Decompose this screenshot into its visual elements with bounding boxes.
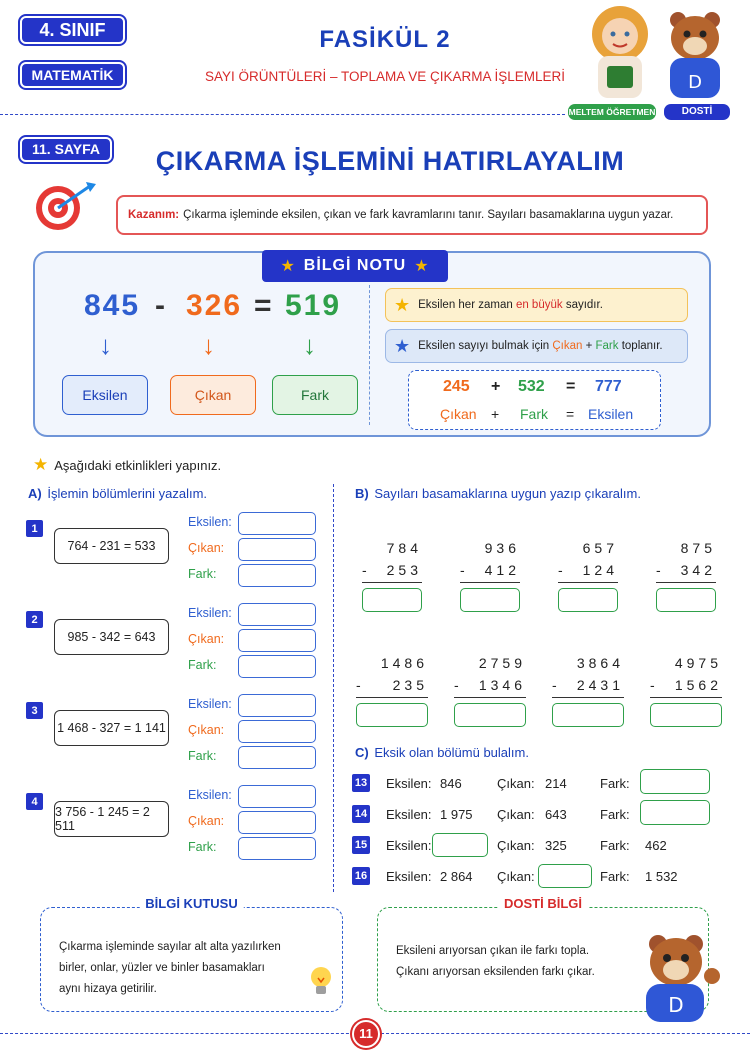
dosti-mascot-illustration — [632, 932, 724, 1024]
label-fark: Fark: — [600, 869, 630, 884]
fascicle-title: FASİKÜL 2 — [319, 26, 451, 53]
kazanim-box — [116, 195, 708, 235]
minuend: 875 — [680, 540, 716, 556]
eq-label-cikan: Çıkan — [440, 406, 477, 422]
page-number: 11 — [352, 1020, 380, 1048]
label-eksilen: Eksilen — [62, 375, 148, 415]
label-fark: Fark: — [600, 807, 630, 822]
note-1-text: Eksilen her zaman en büyük sayıdır. — [418, 299, 603, 311]
label-eksilen: Eksilen: — [188, 697, 232, 711]
arrow-down-icon: ↓ — [202, 330, 215, 360]
label-eksilen: Eksilen: — [386, 776, 432, 791]
section-b-title: B) Sayıları basamaklarına uygun yazıp çıkaralım. — [355, 486, 641, 501]
kazanim-text: Çıkarma işleminde eksilen, çıkan ve fark kavramlarını tanır. Sayıları basamaklarına uygun yazar. — [183, 209, 674, 221]
underline — [650, 697, 722, 698]
bilgi-kutusu-line2: birler, onlar, yüzler ve binler basamakları — [59, 962, 265, 974]
minuend: 784 — [386, 540, 422, 556]
label-fark: Fark — [272, 375, 358, 415]
eq-eksilen: 777 — [595, 378, 622, 395]
result-input[interactable] — [650, 703, 722, 727]
minus-sign: - — [362, 562, 367, 578]
eq-label-eksilen: Eksilen — [588, 406, 634, 422]
item-number: 13 — [352, 774, 370, 792]
label-cikan: Çıkan: — [497, 838, 535, 853]
cikan-input[interactable] — [538, 864, 592, 888]
cikan-value: 325 — [545, 838, 567, 853]
operation-box: 3 756 - 1 245 = 2 511 — [54, 801, 169, 837]
eksilen-value: 2 864 — [440, 869, 473, 884]
operation-box: 985 - 342 = 643 — [54, 619, 169, 655]
bilgi-kutusu-line3: aynı hizaya getirilir. — [59, 983, 157, 995]
eksilen-input[interactable] — [432, 833, 488, 857]
minus-sign: - — [650, 677, 655, 693]
item-number: 3 — [26, 702, 43, 719]
bilgi-kutusu-title: BİLGİ KUTUSU — [139, 896, 243, 911]
underline — [362, 582, 422, 583]
dosti-bilgi-line2: Çıkanı arıyorsan eksilenden farkı çıkar. — [396, 966, 595, 978]
eq-label-plus: + — [491, 406, 500, 422]
page-heading: ÇIKARMA İŞLEMİNİ HATIRLAYALIM — [155, 146, 625, 176]
example-eksilen: 845 — [84, 289, 141, 322]
page-label: 11. SAYFA — [20, 137, 112, 162]
section-a-title: A) İşlemin bölümlerini yazalım. — [28, 486, 208, 501]
result-input[interactable] — [460, 588, 520, 612]
subtrahend: 2431 — [576, 677, 624, 693]
bilgi-kutusu-line1: Çıkarma işleminde sayılar alt alta yazılırken — [59, 941, 281, 953]
dosti-bilgi-line1: Eksileni arıyorsan çıkan ile farkı topla. — [396, 945, 590, 957]
label-cikan: Çıkan — [170, 375, 256, 415]
result-input[interactable] — [454, 703, 526, 727]
example-cikan: 326 — [186, 289, 243, 322]
eq-label-equals: = — [566, 406, 575, 422]
label-cikan: Çıkan: — [497, 776, 535, 791]
item-number: 2 — [26, 611, 43, 628]
answer-fark-input[interactable] — [238, 746, 316, 769]
teacher-name-badge: MELTEM ÖĞRETMEN — [568, 104, 656, 120]
lightbulb-icon — [307, 964, 335, 1003]
item-number: 1 — [26, 520, 43, 537]
instructions — [33, 455, 221, 475]
answer-fark-input[interactable] — [238, 837, 316, 860]
info-note-title: BİLGİ NOTU — [303, 257, 407, 274]
result-input[interactable] — [356, 703, 428, 727]
teacher-illustration — [580, 4, 660, 100]
label-eksilen: Eksilen: — [188, 788, 232, 802]
underline — [460, 582, 520, 583]
star-icon: ★ — [394, 294, 411, 315]
minuend: 2759 — [478, 655, 526, 671]
minuend: 1486 — [380, 655, 428, 671]
minus-sign: - — [656, 562, 661, 578]
label-eksilen: Eksilen: — [386, 869, 432, 884]
label-fark: Fark: — [188, 567, 217, 581]
eq-label-fark: Fark — [520, 406, 548, 422]
label-fark: Fark: — [188, 658, 217, 672]
arrow-down-icon: ↓ — [99, 330, 112, 360]
cikan-value: 214 — [545, 776, 567, 791]
subject-label: MATEMATİK — [20, 62, 125, 88]
star-icon: ★ — [394, 335, 411, 356]
answer-cikan-input[interactable] — [238, 629, 316, 652]
subtrahend: 1346 — [478, 677, 526, 693]
label-cikan: Çıkan: — [497, 869, 535, 884]
instructions-text: Aşağıdaki etkinlikleri yapınız. — [54, 457, 222, 473]
star-icon: ★ — [280, 258, 296, 275]
dosti-bilgi-title: DOSTİ BİLGİ — [498, 896, 588, 911]
label-cikan: Çıkan: — [188, 632, 225, 646]
minus-sign: - — [460, 562, 465, 578]
answer-fark-input[interactable] — [238, 564, 316, 587]
item-number: 15 — [352, 836, 370, 854]
answer-cikan-input[interactable] — [238, 811, 316, 834]
header-divider — [0, 114, 565, 115]
underline — [552, 697, 624, 698]
result-input[interactable] — [552, 703, 624, 727]
item-number: 16 — [352, 867, 370, 885]
example-minus: - — [155, 289, 167, 322]
operation-box: 764 - 231 = 533 — [54, 528, 169, 564]
fark-value: 462 — [645, 838, 667, 853]
bilgi-kutusu-box — [40, 896, 343, 1012]
fark-input[interactable] — [640, 800, 710, 825]
label-cikan: Çıkan: — [497, 807, 535, 822]
subtrahend: 1562 — [674, 677, 722, 693]
info-panel-divider — [369, 285, 370, 425]
svg-text:D: D — [668, 993, 684, 1017]
minuend: 4975 — [674, 655, 722, 671]
answer-eksilen-input[interactable] — [238, 603, 316, 626]
eq-plus: + — [491, 378, 501, 395]
underline — [558, 582, 618, 583]
eq-cikan: 245 — [443, 378, 470, 395]
item-number: 4 — [26, 793, 43, 810]
result-input[interactable] — [362, 588, 422, 612]
label-eksilen: Eksilen: — [386, 807, 432, 822]
arrow-down-icon: ↓ — [303, 330, 316, 360]
eq-fark: 532 — [518, 378, 545, 395]
answer-eksilen-input[interactable] — [238, 512, 316, 535]
dosti-name-badge: DOSTİ — [664, 104, 730, 120]
subtrahend: 342 — [680, 562, 716, 578]
label-fark: Fark: — [600, 776, 630, 791]
result-input[interactable] — [558, 588, 618, 612]
label-eksilen: Eksilen: — [188, 606, 232, 620]
example-equals: = — [254, 289, 274, 322]
underline — [656, 582, 716, 583]
item-number: 14 — [352, 805, 370, 823]
subtrahend: 124 — [582, 562, 618, 578]
section-divider — [333, 484, 334, 892]
minus-sign: - — [454, 677, 459, 693]
minus-sign: - — [558, 562, 563, 578]
info-note-ribbon — [262, 250, 448, 282]
kazanim-label: Kazanım: — [128, 209, 180, 221]
svg-text:D: D — [688, 72, 702, 93]
answer-eksilen-input[interactable] — [238, 694, 316, 717]
label-cikan: Çıkan: — [188, 541, 225, 555]
label-fark: Fark: — [600, 838, 630, 853]
star-icon: ★ — [33, 455, 49, 474]
label-eksilen: Eksilen: — [386, 838, 432, 853]
operation-box: 1 468 - 327 = 1 141 — [54, 710, 169, 746]
label-eksilen: Eksilen: — [188, 515, 232, 529]
subtrahend: 235 — [392, 677, 428, 693]
star-icon: ★ — [414, 258, 430, 275]
note-2 — [385, 329, 688, 363]
cikan-value: 643 — [545, 807, 567, 822]
example-fark: 519 — [285, 289, 342, 322]
fark-value: 1 532 — [645, 869, 678, 884]
target-icon — [34, 180, 98, 232]
underline — [454, 697, 526, 698]
minuend: 657 — [582, 540, 618, 556]
fark-input[interactable] — [640, 769, 710, 794]
note-2-text: Eksilen sayıyı bulmak için Çıkan + Fark toplanır. — [418, 340, 663, 352]
answer-cikan-input[interactable] — [238, 538, 316, 561]
answer-cikan-input[interactable] — [238, 720, 316, 743]
minus-sign: - — [356, 677, 361, 693]
underline — [356, 697, 428, 698]
minuend: 936 — [484, 540, 520, 556]
label-fark: Fark: — [188, 749, 217, 763]
eq-equals: = — [566, 378, 576, 395]
subtrahend: 253 — [386, 562, 422, 578]
minuend: 3864 — [576, 655, 624, 671]
dosti-illustration — [660, 6, 730, 100]
answer-fark-input[interactable] — [238, 655, 316, 678]
minus-sign: - — [552, 677, 557, 693]
label-fark: Fark: — [188, 840, 217, 854]
answer-eksilen-input[interactable] — [238, 785, 316, 808]
grade-label: 4. SINIF — [20, 16, 125, 44]
label-cikan: Çıkan: — [188, 814, 225, 828]
eksilen-value: 1 975 — [440, 807, 473, 822]
section-c-title: C) Eksik olan bölümü bulalım. — [355, 745, 529, 760]
result-input[interactable] — [656, 588, 716, 612]
label-cikan: Çıkan: — [188, 723, 225, 737]
eksilen-value: 846 — [440, 776, 462, 791]
fascicle-subtitle: SAYI ÖRÜNTÜLERİ – TOPLAMA VE ÇIKARMA İŞLEMLERİ — [204, 69, 566, 84]
subtrahend: 412 — [484, 562, 520, 578]
note-1 — [385, 288, 688, 322]
